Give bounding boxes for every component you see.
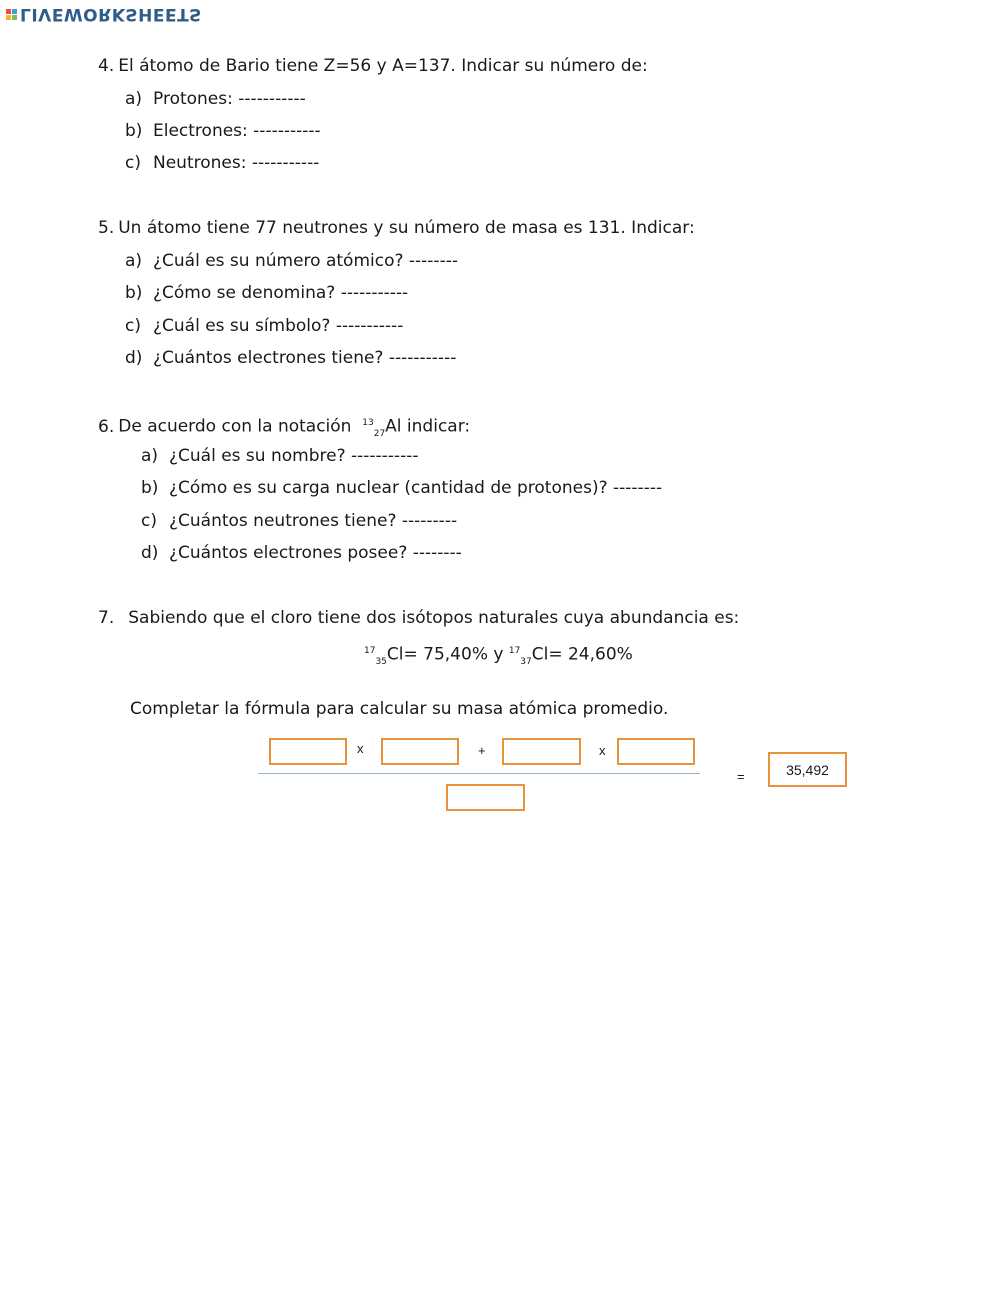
q6-item-b — [141, 478, 662, 498]
q6-subscript: 27 — [373, 429, 386, 440]
q5-item-a — [125, 251, 458, 271]
iso1-superscript: 17 — [364, 646, 376, 656]
logo-square-blue — [12, 9, 17, 14]
item-text: ¿Cómo es su carga nuclear (cantidad de protones)? -------- — [169, 478, 663, 498]
formula-input-2[interactable] — [381, 738, 459, 765]
item-label: c) — [141, 511, 157, 531]
item-label: c) — [125, 316, 141, 336]
times-operator-2: x — [599, 743, 606, 758]
item-label: b) — [125, 283, 143, 303]
q7-instruction: Completar la fórmula para calcular su masa atómica promedio. — [130, 699, 669, 719]
q6-superscript: 13 — [362, 418, 374, 428]
q5-item-b — [125, 283, 408, 303]
logo-square-red — [6, 9, 11, 14]
logo-mark-icon — [6, 9, 17, 20]
q5-question — [98, 218, 695, 238]
item-label: b) — [141, 478, 159, 498]
q6-number: 6. — [98, 416, 115, 437]
item-text: Electrones: ----------- — [153, 121, 321, 141]
q4-item-b — [125, 121, 321, 141]
q4-question — [98, 56, 648, 76]
q7-text: Sabiendo que el cloro tiene dos isótopos naturales cuya abundancia es: — [128, 608, 740, 628]
q4-item-c — [125, 153, 319, 173]
item-label: d) — [125, 348, 143, 368]
item-label: a) — [125, 251, 143, 271]
item-text: Protones: ----------- — [153, 89, 306, 109]
q6-text-after: Al indicar: — [385, 416, 471, 437]
q6-question — [98, 413, 470, 444]
q5-item-c — [125, 316, 403, 336]
q7-isotopes — [364, 641, 633, 672]
q6-item-c — [141, 511, 457, 531]
iso2-text: Cl= 24,60% — [531, 644, 633, 665]
fraction-bar — [258, 773, 700, 774]
item-text: ¿Cuál es su número atómico? -------- — [153, 251, 458, 271]
item-text: ¿Cuál es su símbolo? ----------- — [153, 316, 404, 336]
q4-number: 4. — [98, 56, 115, 76]
q5-number: 5. — [98, 218, 115, 238]
liveworksheets-logo — [6, 4, 202, 24]
item-text: ¿Cuántos neutrones tiene? --------- — [169, 511, 458, 531]
q6-text-before: De acuerdo con la notación — [118, 416, 352, 437]
item-label: c) — [125, 153, 141, 173]
item-label: d) — [141, 543, 159, 563]
item-text: Neutrones: ----------- — [153, 153, 320, 173]
iso2-superscript: 17 — [508, 646, 521, 656]
plus-operator: + — [478, 743, 486, 758]
item-text: ¿Cuántos electrones posee? -------- — [169, 543, 462, 563]
item-label: b) — [125, 121, 143, 141]
equals-sign: = — [737, 769, 745, 784]
logo-square-yellow — [6, 15, 11, 20]
q6-item-d — [141, 543, 462, 563]
item-text: ¿Cuántos electrones tiene? ----------- — [153, 348, 457, 368]
iso1-subscript: 35 — [375, 657, 387, 668]
q4-item-a — [125, 89, 306, 109]
item-label: a) — [125, 89, 143, 109]
item-text: ¿Cómo se denomina? ----------- — [153, 283, 409, 303]
iso2-subscript: 37 — [520, 657, 532, 668]
iso1-text: Cl= 75,40% y — [386, 644, 504, 665]
logo-square-green — [12, 15, 17, 20]
q6-item-a — [141, 446, 418, 466]
q4-text: El átomo de Bario tiene Z=56 y A=137. Indicar su número de: — [118, 56, 648, 76]
formula-input-3[interactable] — [502, 738, 581, 765]
item-text: ¿Cuál es su nombre? ----------- — [169, 446, 419, 466]
q7-question — [98, 608, 739, 628]
q7-number: 7. — [98, 608, 115, 628]
formula-input-4[interactable] — [617, 738, 695, 765]
logo-text: LIVEWORKSHEETS — [20, 4, 202, 24]
formula-denominator-input[interactable] — [446, 784, 525, 811]
formula-input-1[interactable] — [269, 738, 347, 765]
item-label: a) — [141, 446, 159, 466]
result-box: 35,492 — [768, 752, 847, 787]
q5-text: Un átomo tiene 77 neutrones y su número de masa es 131. Indicar: — [118, 218, 695, 238]
q5-item-d — [125, 348, 456, 368]
times-operator-1: x — [357, 741, 364, 756]
